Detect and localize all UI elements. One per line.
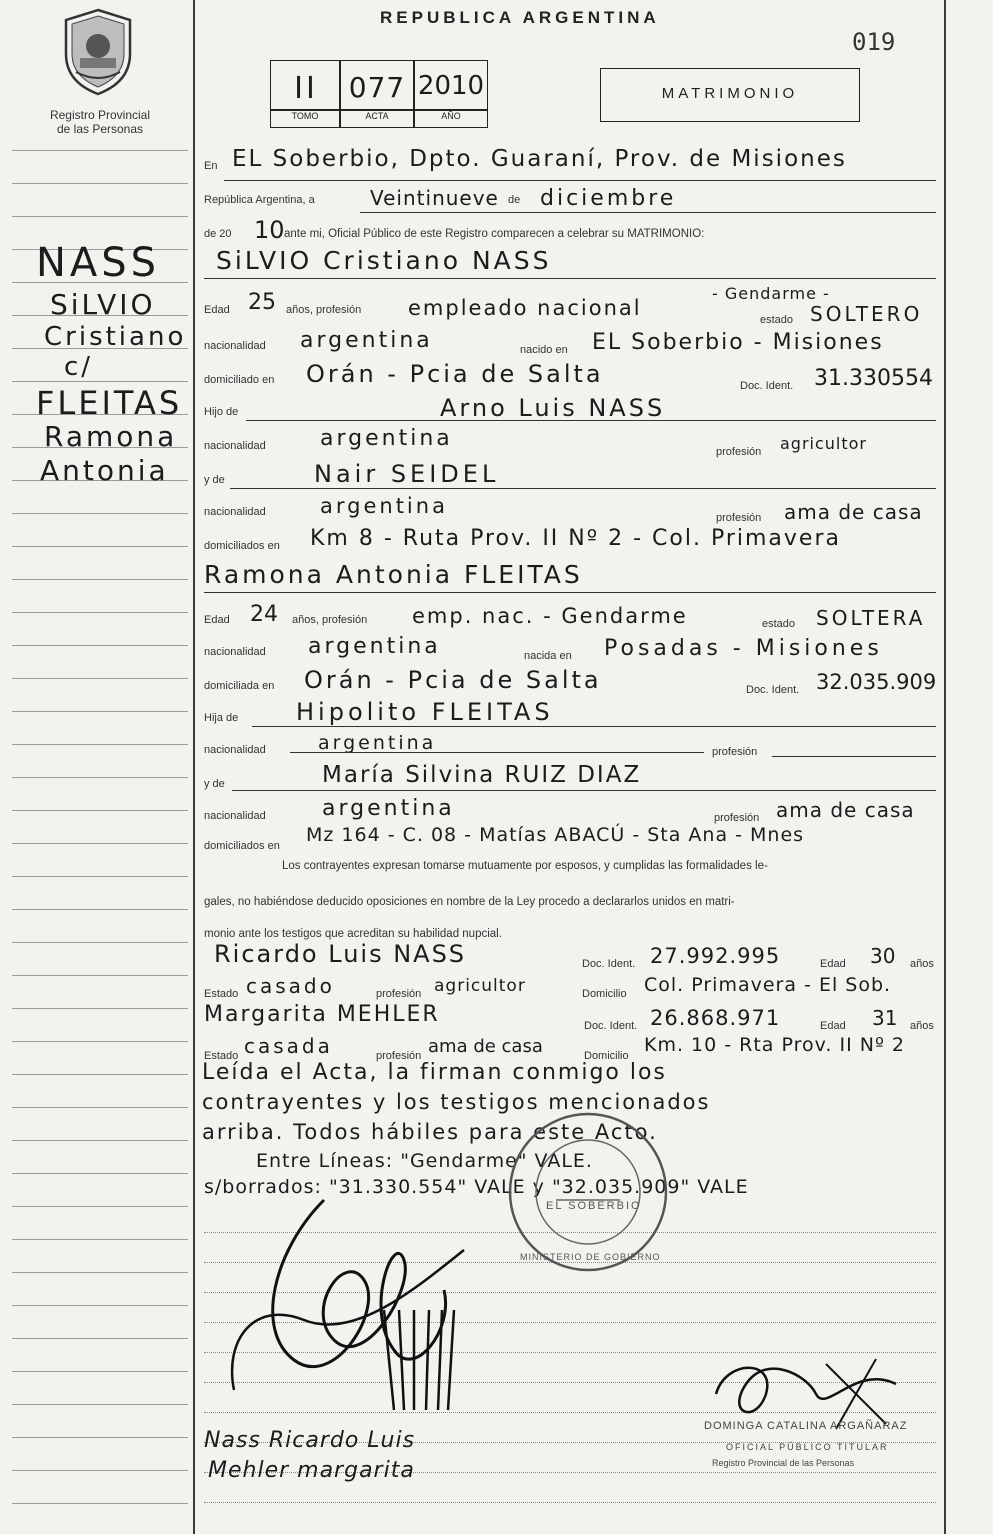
- en-label: En: [204, 160, 218, 172]
- groom-mother-prof-label: profesión: [716, 512, 762, 524]
- margin-rule-line: [12, 612, 188, 613]
- month-value: diciembre: [540, 186, 677, 211]
- groom-mother-nat: argentina: [320, 494, 448, 518]
- tomo-acta-anio-box: [270, 60, 488, 128]
- witness-2-profession: ama de casa: [428, 1036, 543, 1057]
- margin-rule-line: [12, 810, 188, 811]
- republica-label: República Argentina, a: [204, 194, 315, 206]
- margin-rule-line: [12, 1404, 188, 1405]
- bride-anos-label: años, profesión: [292, 614, 368, 626]
- declaration-line-3: monio ante los testigos que acreditan su habilidad nupcial.: [204, 928, 502, 940]
- margin-rule-line: [12, 1107, 188, 1108]
- margin-name-2a: Ramona: [44, 420, 178, 453]
- bride-mother: María Silvina RUIZ DIAZ: [322, 762, 642, 788]
- witness-1-estado-label: Estado: [204, 988, 239, 1000]
- witness-2-age: 31: [872, 1006, 898, 1030]
- right-border: [944, 0, 946, 1534]
- margin-rule-line: [12, 183, 188, 184]
- margin-rule-line: [12, 1041, 188, 1042]
- margin-rule-line: [12, 1503, 188, 1504]
- groom-father-prof: agricultor: [780, 434, 868, 453]
- groom-name: SiLVIO Cristiano NASS: [216, 246, 552, 275]
- declaration-line-1: Los contrayentes expresan tomarse mutuamente por esposos, y cumplidas las formalidades le-: [282, 860, 768, 872]
- bride-doc: 32.035.909: [816, 670, 937, 694]
- act-type-box: [600, 68, 860, 122]
- bride-nacida-label: nacida en: [524, 650, 572, 662]
- signature-scribble-icon: [214, 1190, 494, 1430]
- margin-rule-line: [12, 975, 188, 976]
- margin-surname-1: NASS: [36, 240, 161, 286]
- margin-rule-line: [12, 1074, 188, 1075]
- groom-state: SOLTERO: [810, 302, 923, 326]
- margin-rule-line: [12, 216, 188, 217]
- margin-rule-line: [12, 1470, 188, 1471]
- de-label: de: [508, 194, 521, 206]
- groom-mother-prof: ama de casa: [784, 500, 923, 524]
- witness-2-prof-label: profesión: [376, 1050, 422, 1062]
- groom-anos-label: años, profesión: [286, 304, 362, 316]
- witness-signatures: Nass Ricardo Luis: [204, 1428, 416, 1453]
- groom-doc: 31.330554: [814, 366, 933, 391]
- bride-profession: emp. nac. - Gendarme: [412, 604, 688, 628]
- witness-1-doc: 27.992.995: [650, 944, 781, 968]
- act-type: MATRIMONIO: [661, 85, 799, 102]
- groom-yde-label: y de: [204, 474, 225, 486]
- bride-nationality: argentina: [308, 634, 441, 659]
- groom-profession: empleado nacional: [408, 296, 642, 320]
- margin-rule-line: [12, 546, 188, 547]
- registry-line-1: Registro Provincial: [49, 108, 151, 122]
- bride-father: Hipolito FLEITAS: [296, 698, 554, 726]
- margin-rule-line: [12, 1305, 188, 1306]
- groom-hijo-label: Hijo de: [204, 406, 239, 418]
- witness-2-edad-label: Edad: [820, 1020, 846, 1032]
- bride-estado-label: estado: [762, 618, 796, 630]
- acta-label: ACTA: [365, 111, 389, 121]
- witness-1-address: Col. Primavera - El Sob.: [644, 974, 892, 996]
- witness-1-anos-label: años: [910, 958, 934, 970]
- witness-1-name: Ricardo Luis NASS: [214, 940, 467, 968]
- margin-rule-line: [12, 843, 188, 844]
- registry-line-2: de las Personas: [56, 122, 144, 136]
- groom-father-nat: argentina: [320, 426, 453, 451]
- margin-connector: c/: [64, 352, 94, 382]
- margin-rule-line: [12, 711, 188, 712]
- day-value: Veintinueve: [370, 186, 499, 210]
- margin-rule-line: [12, 381, 188, 382]
- margin-rule-line: [12, 579, 188, 580]
- ante-text: ante mi, Oficial Público de este Registro comparecen a celebrar su MATRIMONIO:: [284, 228, 705, 240]
- witness-2-address: Km. 10 - Rta Prov. II Nº 2: [644, 1034, 906, 1056]
- margin-rule-line: [12, 942, 188, 943]
- margin-rule-line: [12, 513, 188, 514]
- groom-nationality: argentina: [300, 328, 433, 353]
- bride-mother-prof-label: profesión: [714, 812, 760, 824]
- provincial-seal-icon: [58, 6, 138, 98]
- groom-father-prof-label: profesión: [716, 446, 762, 458]
- groom-address: Orán - Pcia de Salta: [306, 360, 604, 388]
- witness-2-state: casada: [244, 1034, 333, 1058]
- witness-2-anos-label: años: [910, 1020, 934, 1032]
- witness-2-estado-label: Estado: [204, 1050, 239, 1062]
- groom-nacido-label: nacido en: [520, 344, 568, 356]
- margin-rule-line: [12, 678, 188, 679]
- margin-divider: [193, 0, 195, 1534]
- margin-rule-line: [12, 1173, 188, 1174]
- margin-rule-line: [12, 1008, 188, 1009]
- groom-doc-label: Doc. Ident.: [740, 380, 794, 392]
- acta-value: 077: [348, 71, 406, 104]
- closing-note-5: s/borrados: "31.330.554" VALE y "32.035.909" VALE: [204, 1176, 749, 1198]
- bride-parents-address: Mz 164 - C. 08 - Matías ABACÚ - Sta Ana - Mnes: [306, 824, 805, 846]
- tomo-label: TOMO: [291, 111, 319, 121]
- witness-2-doc: 26.868.971: [650, 1006, 781, 1030]
- margin-rule-line: [12, 1371, 188, 1372]
- registry-name: [38, 108, 162, 136]
- anio-label: AÑO: [441, 111, 461, 121]
- groom-profession-note: - Gendarme -: [712, 284, 830, 303]
- margin-rule-line: [12, 1272, 188, 1273]
- witness-1-doc-label: Doc. Ident.: [582, 958, 636, 970]
- bride-dom-label: domiciliada en: [204, 680, 275, 692]
- witness-1-profession: agricultor: [434, 976, 526, 996]
- bride-birthplace: Posadas - Misiones: [604, 636, 883, 661]
- margin-surname-2: FLEITAS: [36, 384, 183, 422]
- witness-1-prof-label: profesión: [376, 988, 422, 1000]
- tomo-value: II: [294, 71, 318, 106]
- bride-mother-nat: argentina: [322, 796, 455, 821]
- margin-rule-line: [12, 777, 188, 778]
- year-suffix: 10: [254, 216, 285, 244]
- closing-note-3: arriba. Todos hábiles para este Acto.: [202, 1120, 658, 1144]
- groom-edad-label: Edad: [204, 304, 230, 316]
- witness-1-age: 30: [870, 944, 896, 968]
- margin-rule-line: [12, 1239, 188, 1240]
- margin-rule-line: [12, 1338, 188, 1339]
- margin-rule-line: [12, 876, 188, 877]
- bride-state: SOLTERA: [816, 606, 926, 630]
- bride-mother-nat-label: nacionalidad: [204, 810, 266, 822]
- bride-mother-prof: ama de casa: [776, 798, 915, 822]
- groom-birthplace: EL Soberbio - Misiones: [592, 330, 884, 355]
- bride-nac-label: nacionalidad: [204, 646, 266, 658]
- witness-1-dom-label: Domicilio: [582, 988, 627, 1000]
- official-title: OFICIAL PÚBLICO TITULAR: [726, 1442, 889, 1452]
- witness-1-state: casado: [246, 974, 335, 998]
- folio-number: 019: [852, 28, 896, 56]
- bride-doc-label: Doc. Ident.: [746, 684, 800, 696]
- country-title: REPUBLICA ARGENTINA: [380, 8, 660, 27]
- groom-mother-nat-label: nacionalidad: [204, 506, 266, 518]
- closing-note-2: contrayentes y los testigos mencionados: [202, 1090, 711, 1114]
- groom-father: Arno Luis NASS: [440, 394, 666, 422]
- bride-yde-label: y de: [204, 778, 225, 790]
- groom-dom-label: domiciliado en: [204, 374, 275, 386]
- margin-name-1b: Cristiano: [44, 322, 187, 352]
- bride-hija-label: Hija de: [204, 712, 239, 724]
- bride-address: Orán - Pcia de Salta: [304, 666, 602, 694]
- bride-name: Ramona Antonia FLEITAS: [204, 560, 583, 589]
- bride-domiciliados-label: domiciliados en: [204, 840, 280, 852]
- official-org: Registro Provincial de las Personas: [712, 1458, 855, 1468]
- margin-rule-line: [12, 1437, 188, 1438]
- margin-name-2b: Antonia: [40, 454, 169, 487]
- bride-father-nat: argentina: [318, 732, 437, 754]
- year-prefix: de 20: [204, 228, 232, 240]
- margin-rule-line: [12, 645, 188, 646]
- groom-nac-label: nacionalidad: [204, 340, 266, 352]
- margin-rule-line: [12, 744, 188, 745]
- stamp-text-top: EL SOBERBIO: [546, 1200, 642, 1212]
- margin-rule-line: [12, 1140, 188, 1141]
- groom-father-nat-label: nacionalidad: [204, 440, 266, 452]
- closing-note-4: Entre Líneas: "Gendarme" VALE.: [256, 1150, 593, 1172]
- margin-rule-line: [12, 1206, 188, 1207]
- bride-father-nat-label: nacionalidad: [204, 744, 266, 756]
- body-rule-line: [204, 1502, 936, 1503]
- stamp-text-bottom: MINISTERIO DE GOBIERNO: [520, 1252, 661, 1262]
- margin-rule-line: [12, 150, 188, 151]
- groom-parents-address: Km 8 - Ruta Prov. II Nº 2 - Col. Primavera: [310, 526, 841, 551]
- place-value: EL Soberbio, Dpto. Guaraní, Prov. de Misiones: [232, 146, 847, 172]
- bride-father-prof-label: profesión: [712, 746, 758, 758]
- witness-2-dom-label: Domicilio: [584, 1050, 629, 1062]
- official-name: DOMINGA CATALINA ARGAÑARAZ: [704, 1420, 908, 1432]
- groom-domiciliados-label: domiciliados en: [204, 540, 280, 552]
- groom-mother: Nair SEIDEL: [314, 460, 500, 488]
- margin-name-1a: SiLVIO: [50, 288, 156, 321]
- witness-1-edad-label: Edad: [820, 958, 846, 970]
- witness-signatures-2: Mehler margarita: [208, 1458, 415, 1483]
- official-stamp-icon: [506, 1110, 670, 1274]
- witness-2-name: Margarita MEHLER: [204, 1002, 440, 1027]
- bride-age: 24: [250, 602, 278, 627]
- witness-2-doc-label: Doc. Ident.: [584, 1020, 638, 1032]
- groom-estado-label: estado: [760, 314, 794, 326]
- margin-rule-line: [12, 909, 188, 910]
- bride-edad-label: Edad: [204, 614, 230, 626]
- closing-note-1: Leída el Acta, la firman conmigo los: [202, 1060, 667, 1085]
- declaration-line-2: gales, no habiéndose deducido oposiciones en nombre de la Ley procedo a declararlos unidos en matri-: [204, 896, 735, 908]
- anio-value: 2010: [417, 71, 485, 101]
- groom-age: 25: [248, 290, 276, 315]
